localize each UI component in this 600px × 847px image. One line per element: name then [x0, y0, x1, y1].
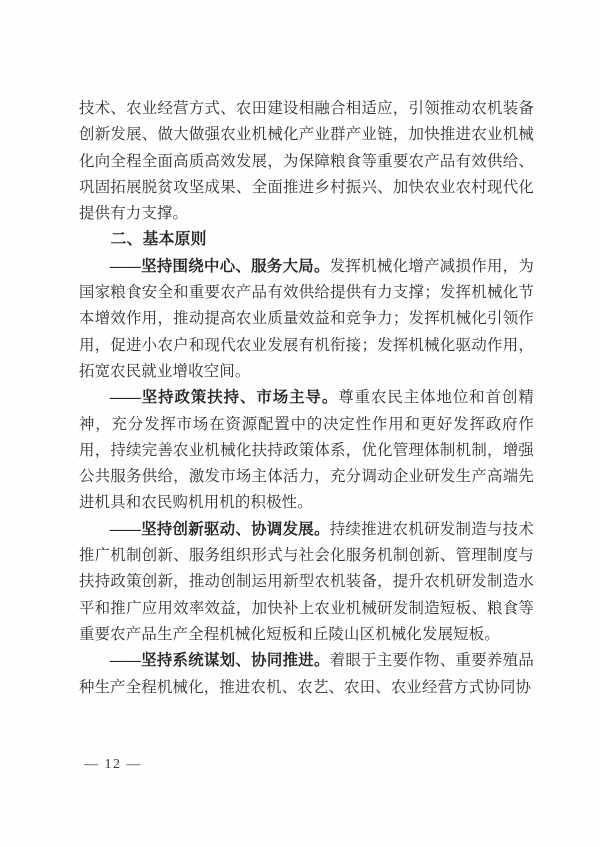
principle-paragraph-innovation-coordination — [79, 517, 534, 648]
principle-lead: ——坚持创新驱动、协调发展。 — [109, 520, 330, 538]
principle-text: 持续推进农机研发制造与技术推广机制创新、服务组织形式与社会化服务机制创新、管理制度与扶持政策创新，推动创制运用新型农机装备，提升农机研发制造水平和推广应用效率效益，加快补上农业机械研发制造短板、粮食等重要农产品生产全程机械化短板和丘陵山区机械化发展短板。 — [79, 520, 534, 643]
principle-text: 着眼于主要作物、重要养殖品种生产全程机械化，推进农机、农艺、农田、农业经营方式协同协 — [79, 652, 534, 696]
paragraph-continuation: 技术、农业经营方式、农田建设相融合相适应，引领推动农机装备创新发展、做大做强农业机械化产业群产业链，加快推进农业机械化向全程全面高质高效发展，为保障粮食等重要农产品有效供给、巩固拓展脱贫攻坚成果、全面推进乡村振兴、加快农业农村现代化提供有力支撑。 — [79, 100, 534, 223]
page-number: — 12 — — [84, 757, 142, 772]
principle-lead: ——坚持系统谋划、协同推进。 — [109, 652, 330, 670]
principle-lead: ——坚持围绕中心、服务大局。 — [109, 257, 330, 275]
document-body — [79, 96, 534, 701]
principle-lead: ——坚持政策扶持、市场主导。 — [109, 389, 339, 407]
principle-paragraph-system-planning — [79, 648, 534, 701]
principle-text: 发挥机械化增产减损作用，为国家粮食安全和重要农产品有效供给提供有力支撑；发挥机械化节本增效作用，推动提高农业质量效益和竞争力；发挥机械化引领作用，促进小农户和现代农业发展有机衔接；发挥机械化驱动作用，拓宽农民就业增收空间。 — [79, 257, 534, 380]
section-heading: 二、基本原则 — [110, 231, 207, 249]
principle-text: 尊重农民主体地位和首创精神，充分发挥市场在资源配置中的决定性作用和更好发挥政府作用，持续完善农业机械化扶持政策体系，优化管理体制机制，增强公共服务供给，激发市场主体活力，充分调动企业研发生产高端先进机具和农民购机用机的积极性。 — [79, 389, 534, 512]
principle-paragraph-center-service — [79, 254, 534, 385]
principle-paragraph-policy-market — [79, 385, 534, 516]
